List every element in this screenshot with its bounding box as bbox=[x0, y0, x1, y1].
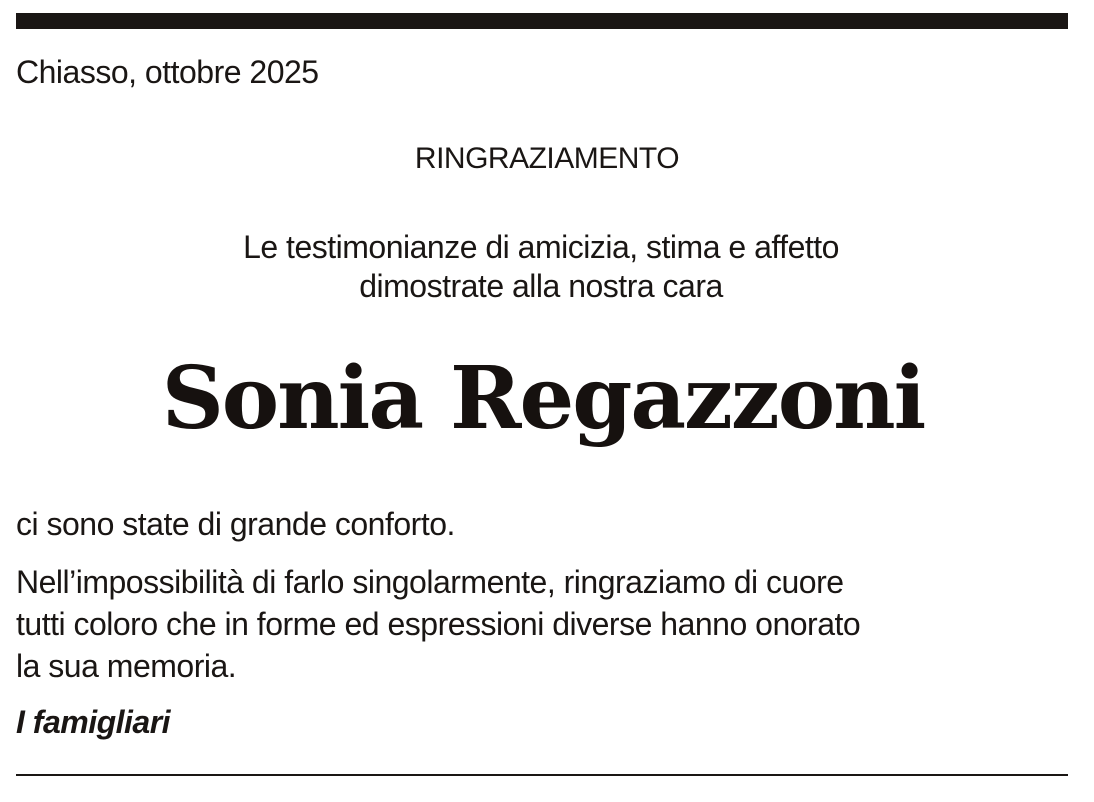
place-date: Chiasso, ottobre 2025 bbox=[16, 54, 319, 90]
deceased-name: Sonia Regazzoni bbox=[161, 348, 925, 449]
comfort-line: ci sono state di grande conforto. bbox=[16, 506, 455, 542]
notice-heading: RINGRAZIAMENTO bbox=[414, 142, 680, 175]
thanks-line: Nell’impossibilità di farlo singolarmente, ringraziamo di cuore bbox=[16, 564, 844, 600]
intro-line: Le testimonianze di amicizia, stima e affetto bbox=[243, 229, 839, 265]
thanks-line: tutti coloro che in forme ed espressioni diverse hanno onorato bbox=[16, 606, 861, 642]
intro-text bbox=[0, 228, 1082, 306]
signature: I famigliari bbox=[16, 704, 171, 740]
top-divider-bar bbox=[16, 13, 1068, 29]
intro-line: dimostrate alla nostra cara bbox=[359, 268, 723, 304]
bottom-divider-line bbox=[16, 774, 1068, 776]
thanks-line: la sua memoria. bbox=[16, 648, 237, 684]
thanks-paragraph bbox=[16, 561, 860, 687]
